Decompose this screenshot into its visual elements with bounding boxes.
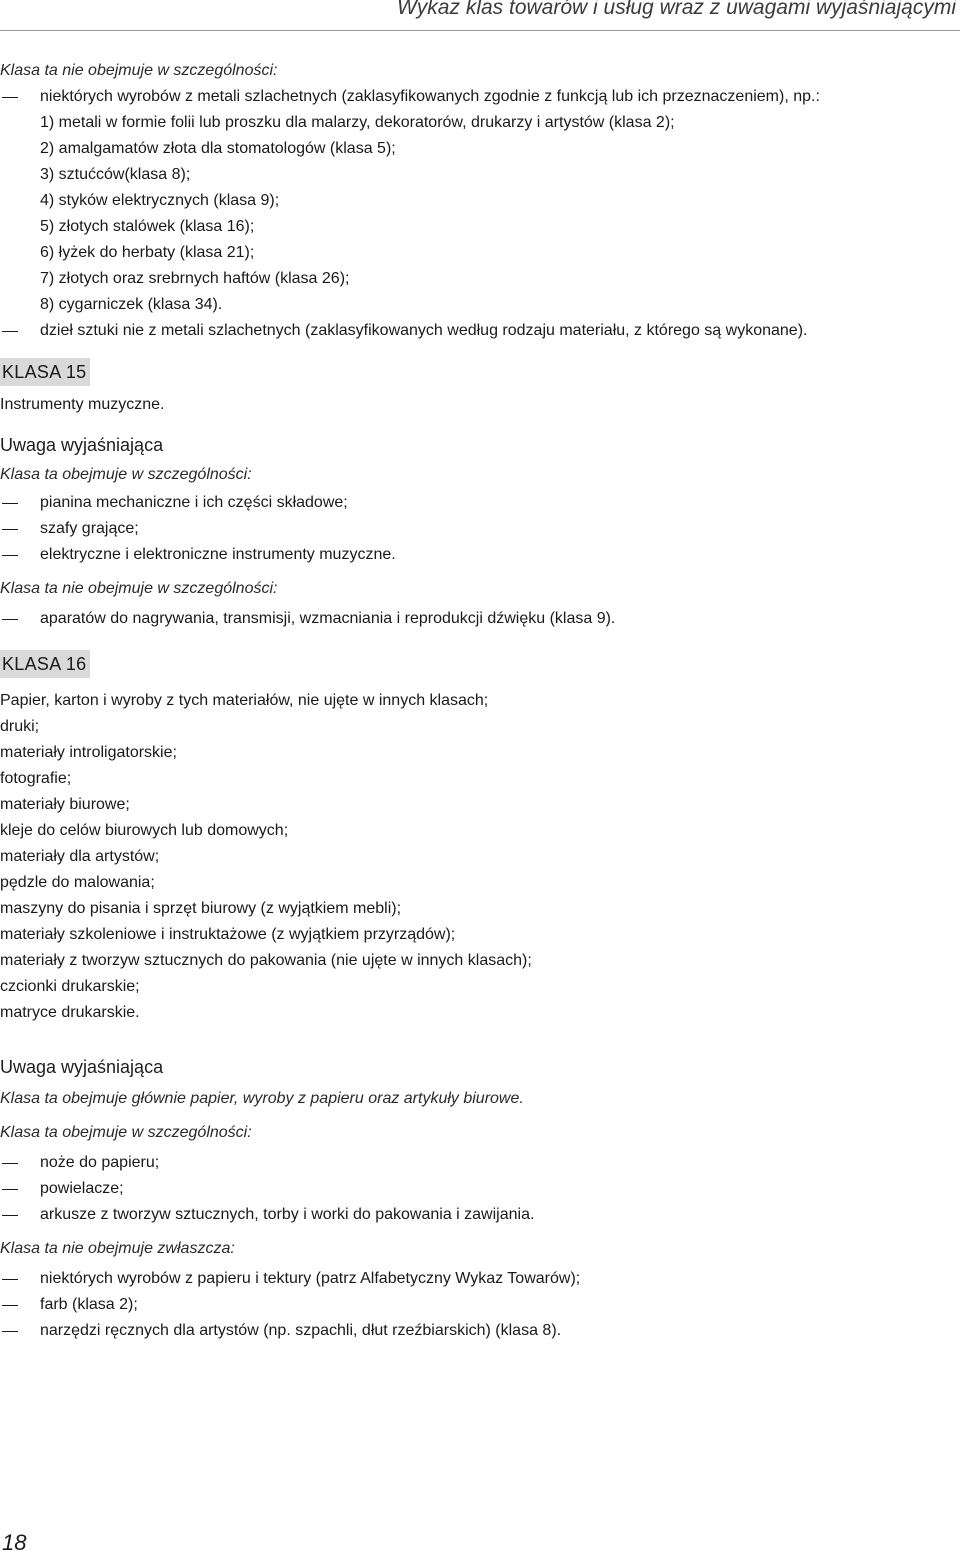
list-item-text: elektryczne i elektroniczne instrumenty muzyczne. [40, 546, 396, 563]
klasa15-description: Instrumenty muzyczne. [0, 396, 165, 413]
klasa15-excludes-heading: Klasa ta nie obejmuje w szczególności: [0, 580, 278, 597]
klasa15-heading: KLASA 15 [0, 358, 90, 386]
klasa16-item: materiały z tworzyw sztucznych do pakowania (nie ujęte w innych klasach); [0, 952, 532, 969]
klasa16-includes-heading: Klasa ta obejmuje w szczególności: [0, 1124, 252, 1141]
klasa16-item: materiały dla artystów; [0, 848, 160, 865]
klasa16-excludes-item [0, 1318, 958, 1344]
list-item-text: pianina mechaniczne i ich części składowe; [40, 494, 348, 511]
klasa16-item: druki; [0, 718, 40, 735]
numbered-item: 8) cygarniczek (klasa 34). [40, 296, 223, 313]
klasa16-item: Papier, karton i wyroby z tych materiałów, nie ujęte w innych klasach; [0, 692, 489, 709]
list-item-text: noże do papieru; [40, 1154, 160, 1171]
intro-excludes-text: dzieł sztuki nie z metali szlachetnych (zaklasyfikowanych według rodzaju materiału, z którego są wykonane). [40, 322, 808, 339]
klasa16-item: materiały szkoleniowe i instruktażowe (z wyjątkiem przyrządów); [0, 926, 456, 943]
header-rule [0, 30, 960, 31]
list-item-text: arkusze z tworzyw sztucznych, torby i worki do pakowania i zawijania. [40, 1206, 535, 1223]
running-header: Wykaz klas towarów i usług wraz z uwagami wyjaśniającymi [396, 0, 956, 19]
klasa15-includes-heading: Klasa ta obejmuje w szczególności: [0, 466, 252, 483]
klasa16-item: czcionki drukarskie; [0, 978, 140, 995]
klasa16-item: fotografie; [0, 770, 72, 787]
list-item-text: powielacze; [40, 1180, 124, 1197]
klasa15-section [0, 358, 958, 632]
klasa16-item: matryce drukarskie. [0, 1004, 140, 1021]
intro-excludes-text: niektórych wyrobów z metali szlachetnych (zaklasyfikowanych zgodnie z funkcją lub ich przeznaczeniem), np.: [40, 88, 820, 105]
klasa15-includes-item [0, 516, 958, 542]
list-item-text: farb (klasa 2); [40, 1296, 138, 1313]
list-item-text: szafy grające; [40, 520, 139, 537]
klasa16-item: materiały introligatorskie; [0, 744, 177, 761]
numbered-item: 7) złotych oraz srebrnych haftów (klasa 26); [40, 270, 350, 287]
klasa16-excludes-heading: Klasa ta nie obejmuje zwłaszcza: [0, 1240, 235, 1257]
klasa16-main-note: Klasa ta obejmuje głównie papier, wyroby z papieru oraz artykuły biurowe. [0, 1090, 524, 1107]
list-item-text: niektórych wyrobów z papieru i tektury (patrz Alfabetyczny Wykaz Towarów); [40, 1270, 581, 1287]
klasa15-includes-item [0, 542, 958, 568]
numbered-item: 2) amalgamatów złota dla stomatologów (klasa 5); [40, 140, 396, 157]
klasa16-includes-item [0, 1176, 958, 1202]
klasa16-item: maszyny do pisania i sprzęt biurowy (z wyjątkiem mebli); [0, 900, 402, 917]
klasa15-includes-item [0, 490, 958, 516]
klasa16-heading: KLASA 16 [0, 650, 90, 678]
klasa16-section [0, 650, 958, 1344]
intro-excludes-item [0, 84, 958, 110]
klasa16-item: kleje do celów biurowych lub domowych; [0, 822, 289, 839]
klasa16-excludes-item [0, 1266, 958, 1292]
klasa15-note-title: Uwaga wyjaśniająca [0, 435, 164, 455]
klasa15-excludes-item [0, 606, 958, 632]
klasa16-excludes-item [0, 1292, 958, 1318]
intro-excludes-item [0, 318, 958, 344]
page-number: 18 [2, 1530, 27, 1555]
intro-excludes-heading: Klasa ta nie obejmuje w szczególności: [0, 62, 278, 79]
numbered-item: 3) sztućców(klasa 8); [40, 166, 191, 183]
numbered-item: 1) metali w formie folii lub proszku dla malarzy, dekoratorów, drukarzy i artystów (klasa 2); [40, 114, 675, 131]
numbered-item: 4) styków elektrycznych (klasa 9); [40, 192, 280, 209]
klasa16-items [0, 688, 958, 1026]
klasa16-item: materiały biurowe; [0, 796, 130, 813]
numbered-item: 6) łyżek do herbaty (klasa 21); [40, 244, 255, 261]
klasa16-note-title: Uwaga wyjaśniająca [0, 1057, 164, 1077]
list-item-text: aparatów do nagrywania, transmisji, wzmacniania i reprodukcji dźwięku (klasa 9). [40, 610, 616, 627]
page-content [0, 58, 958, 1344]
klasa16-item: pędzle do malowania; [0, 874, 155, 891]
list-item-text: narzędzi ręcznych dla artystów (np. szpachli, dłut rzeźbiarskich) (klasa 8). [40, 1322, 562, 1339]
numbered-item: 5) złotych stalówek (klasa 16); [40, 218, 255, 235]
klasa16-includes-item [0, 1202, 958, 1228]
klasa16-includes-item [0, 1150, 958, 1176]
